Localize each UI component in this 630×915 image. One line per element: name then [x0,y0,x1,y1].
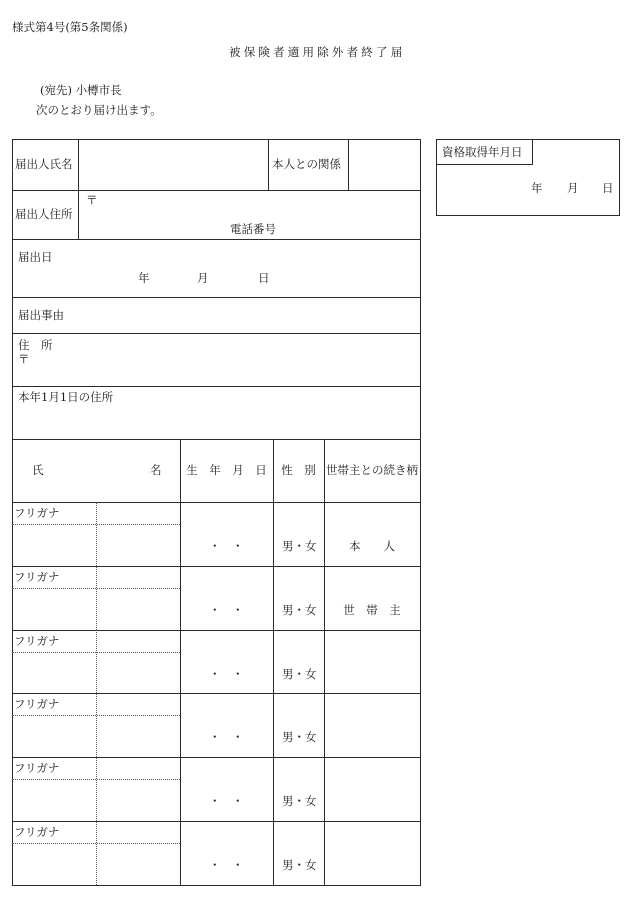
member-row [12,757,421,821]
member-row [12,502,421,566]
furigana-label: フリガナ [14,697,60,711]
surname-given-divider [96,693,97,757]
birth-date-separators: ・ ・ [209,667,244,681]
qualification-year-unit: 年 [531,181,543,195]
member-row [12,566,421,630]
member-row-divider [12,821,421,822]
sex-options: 男・女 [282,730,317,744]
birth-date-separators: ・ ・ [209,730,244,744]
header-sex: 性 別 [281,463,316,477]
relation-to-householder: 本 人 [349,539,395,553]
phone-label: 電話番号 [230,222,276,236]
table-rule [268,139,269,190]
applicant-address-label: 届出人住所 [15,207,73,221]
table-rule [12,333,421,334]
filing-year-unit: 年 [138,271,150,285]
form-number: 様式第4号(第5条関係) [12,20,128,34]
birth-date-separators: ・ ・ [209,539,244,553]
table-rule [436,164,533,165]
member-row [12,821,421,885]
residence-label: 住 所 [18,338,53,352]
sex-options: 男・女 [282,794,317,808]
furigana-label: フリガナ [14,761,60,775]
birth-date-separators: ・ ・ [209,858,244,872]
member-row-divider [12,502,421,503]
relation-label: 本人との関係 [272,157,341,171]
addressee: (宛先) 小樽市長 [40,83,122,97]
header-birth-date: 生 年 月 日 [186,463,267,477]
form-title: 被保険者適用除外者終了届 [229,45,406,59]
table-rule [12,297,421,298]
member-row [12,630,421,693]
residence-postal-mark: 〒 [18,352,30,366]
member-row-divider [12,757,421,758]
surname-given-divider [96,821,97,885]
qualification-date-label: 資格取得年月日 [442,145,523,159]
applicant-name-field [79,140,268,190]
sex-options: 男・女 [282,603,317,617]
furigana-label: フリガナ [14,825,60,839]
surname-given-divider [96,502,97,566]
surname-given-divider [96,630,97,693]
table-rule [12,239,421,240]
surname-given-divider [96,566,97,630]
header-given-name: 名 [150,463,162,477]
birth-date-separators: ・ ・ [209,794,244,808]
member-row-divider [12,566,421,567]
table-rule [12,190,421,191]
sex-options: 男・女 [282,539,317,553]
furigana-label: フリガナ [14,634,60,648]
relation-field [349,140,420,190]
member-row-divider [12,630,421,631]
sex-options: 男・女 [282,858,317,872]
table-rule [12,439,421,440]
birth-date-separators: ・ ・ [209,603,244,617]
relation-to-householder: 世 帯 主 [343,603,401,617]
qualification-month-unit: 月 [567,181,579,195]
reason-label: 届出事由 [18,308,64,322]
filing-day-unit: 日 [258,271,270,285]
furigana-label: フリガナ [14,570,60,584]
postal-mark: 〒 [86,193,98,207]
filing-month-unit: 月 [197,271,209,285]
filing-date-label: 届出日 [18,250,53,264]
surname-given-divider [96,757,97,821]
table-rule [12,386,421,387]
furigana-label: フリガナ [14,506,60,520]
table-rule [532,139,533,164]
member-row-divider [12,693,421,694]
intro-text: 次のとおり届け出ます。 [36,103,162,117]
header-relation: 世帯主との続き柄 [326,463,418,477]
sex-options: 男・女 [282,667,317,681]
member-row [12,693,421,757]
jan1-address-label: 本年1月1日の住所 [18,390,114,404]
qualification-day-unit: 日 [602,181,614,195]
header-surname: 氏 [32,463,44,477]
applicant-name-label: 届出人氏名 [15,157,73,171]
